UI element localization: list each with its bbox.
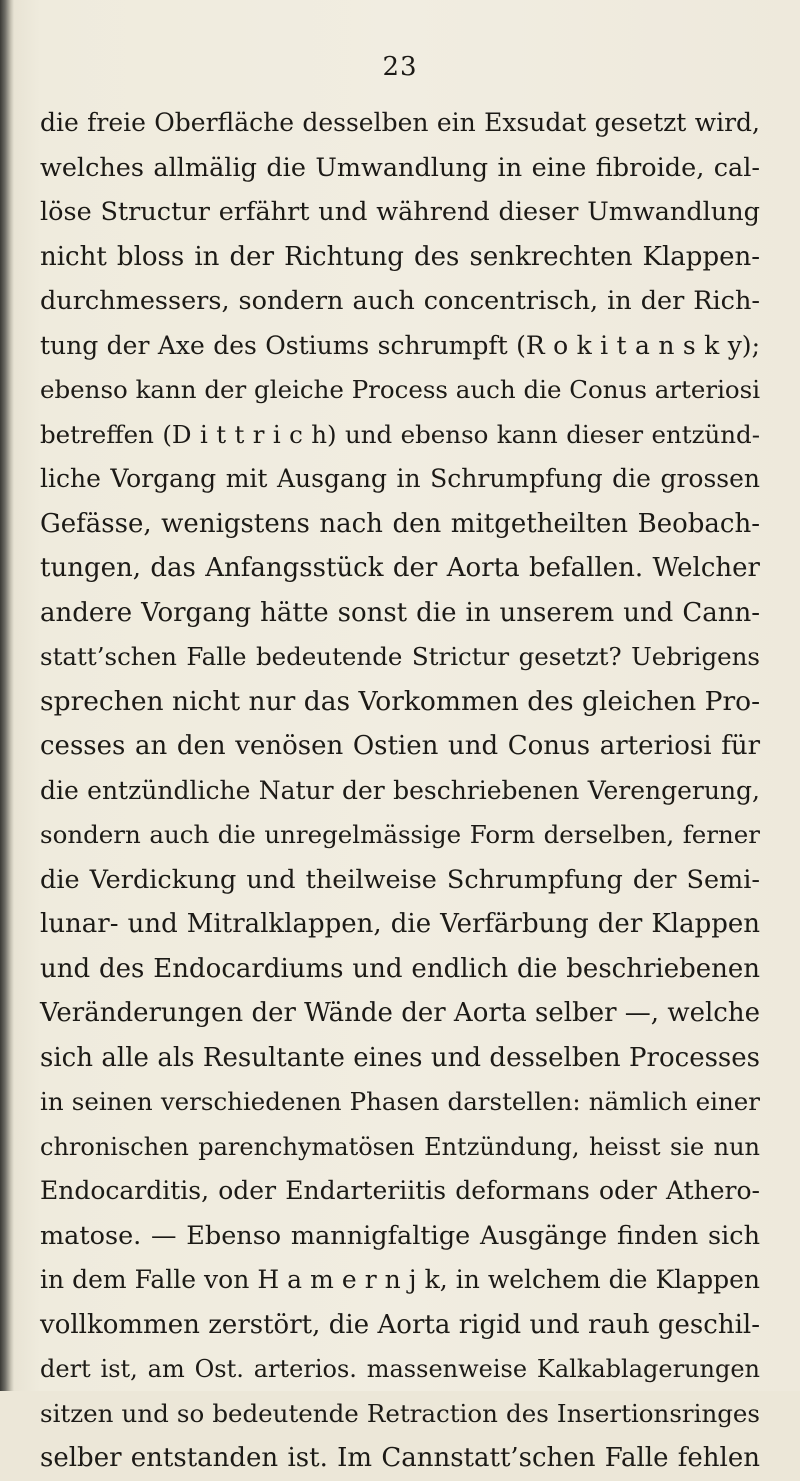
text-line: in seinen verschiedenen Phasen darstellen: nämlich einer [40,1087,760,1116]
text-line: betreffen (D i t t r i c h) und ebenso kann dieser entzünd- [40,419,760,449]
text-line: sitzen und so bedeutende Retraction des Insertionsringes [40,1398,760,1428]
text-line: sondern auch die unregelmässige Form derselben, ferner [40,820,760,849]
text-line: Gefässe, wenigstens nach den mitgetheilten Beobach- [40,508,760,539]
text-line: sich alle als Resultante eines und desselben Processes [40,1042,760,1073]
text-line: cesses an den venösen Ostien und Conus arteriosi für [40,731,760,761]
text-line: liche Vorgang mit Ausgang in Schrumpfung die grossen [40,464,760,493]
text-line: die entzündliche Natur der beschriebenen Verengerung, [40,775,760,805]
text-line: chronischen parenchymatösen Entzündung, heisst sie nun [40,1132,760,1161]
text-line: dert ist, am Ost. arterios. massenweise Kalkablagerungen [40,1355,760,1383]
text-line: matose. — Ebenso mannigfaltige Ausgänge finden sich [40,1220,760,1251]
body-text [40,101,760,1481]
text-line: tungen, das Anfangsstück der Aorta befallen. Welcher [40,553,760,583]
text-line: und des Endocardiums und endlich die beschriebenen [40,953,760,984]
text-line: sprechen nicht nur das Vorkommen des gleichen Pro- [40,685,761,717]
page-number: 23 [382,52,418,82]
text-line: die Verdickung und theilweise Schrumpfung der Semi- [40,864,760,895]
text-line: lunar- und Mitralklappen, die Verfärbung der Klappen [40,909,760,939]
text-line: welches allmälig die Umwandlung in eine fibroide, cal- [40,152,760,183]
text-line: Endocarditis, oder Endarteriitis deformans oder Athero- [40,1176,760,1205]
text-line: durchmessers, sondern auch concentrisch, in der Rich- [40,286,760,316]
text-line: statt’schen Falle bedeutende Strictur gesetzt? Uebrigens [40,642,760,671]
text-line: andere Vorgang hätte sonst die in unserem und Cann- [40,597,760,628]
binding-gutter [0,0,14,1391]
text-line: in dem Falle von H a m e r n j k, in welchem die Klappen [40,1265,760,1294]
text-line: Veränderungen der Wände der Aorta selber —, welche [40,998,760,1028]
text-line: ebenso kann der gleiche Process auch die Conus arteriosi [40,375,761,404]
text-line: vollkommen zerstört, die Aorta rigid und rauh geschil- [40,1309,760,1340]
text-line: tung der Axe des Ostiums schrumpft (R o k i t a n s k y); [40,330,760,360]
text-line: die freie Oberfläche desselben ein Exsudat gesetzt wird, [40,108,760,137]
text-line: selber entstanden ist. Im Cannstatt’schen Falle fehlen [40,1443,760,1473]
text-line: nicht bloss in der Richtung des senkrechten Klappen- [40,241,760,272]
text-line: löse Structur erfährt und während dieser Umwandlung [40,197,760,227]
